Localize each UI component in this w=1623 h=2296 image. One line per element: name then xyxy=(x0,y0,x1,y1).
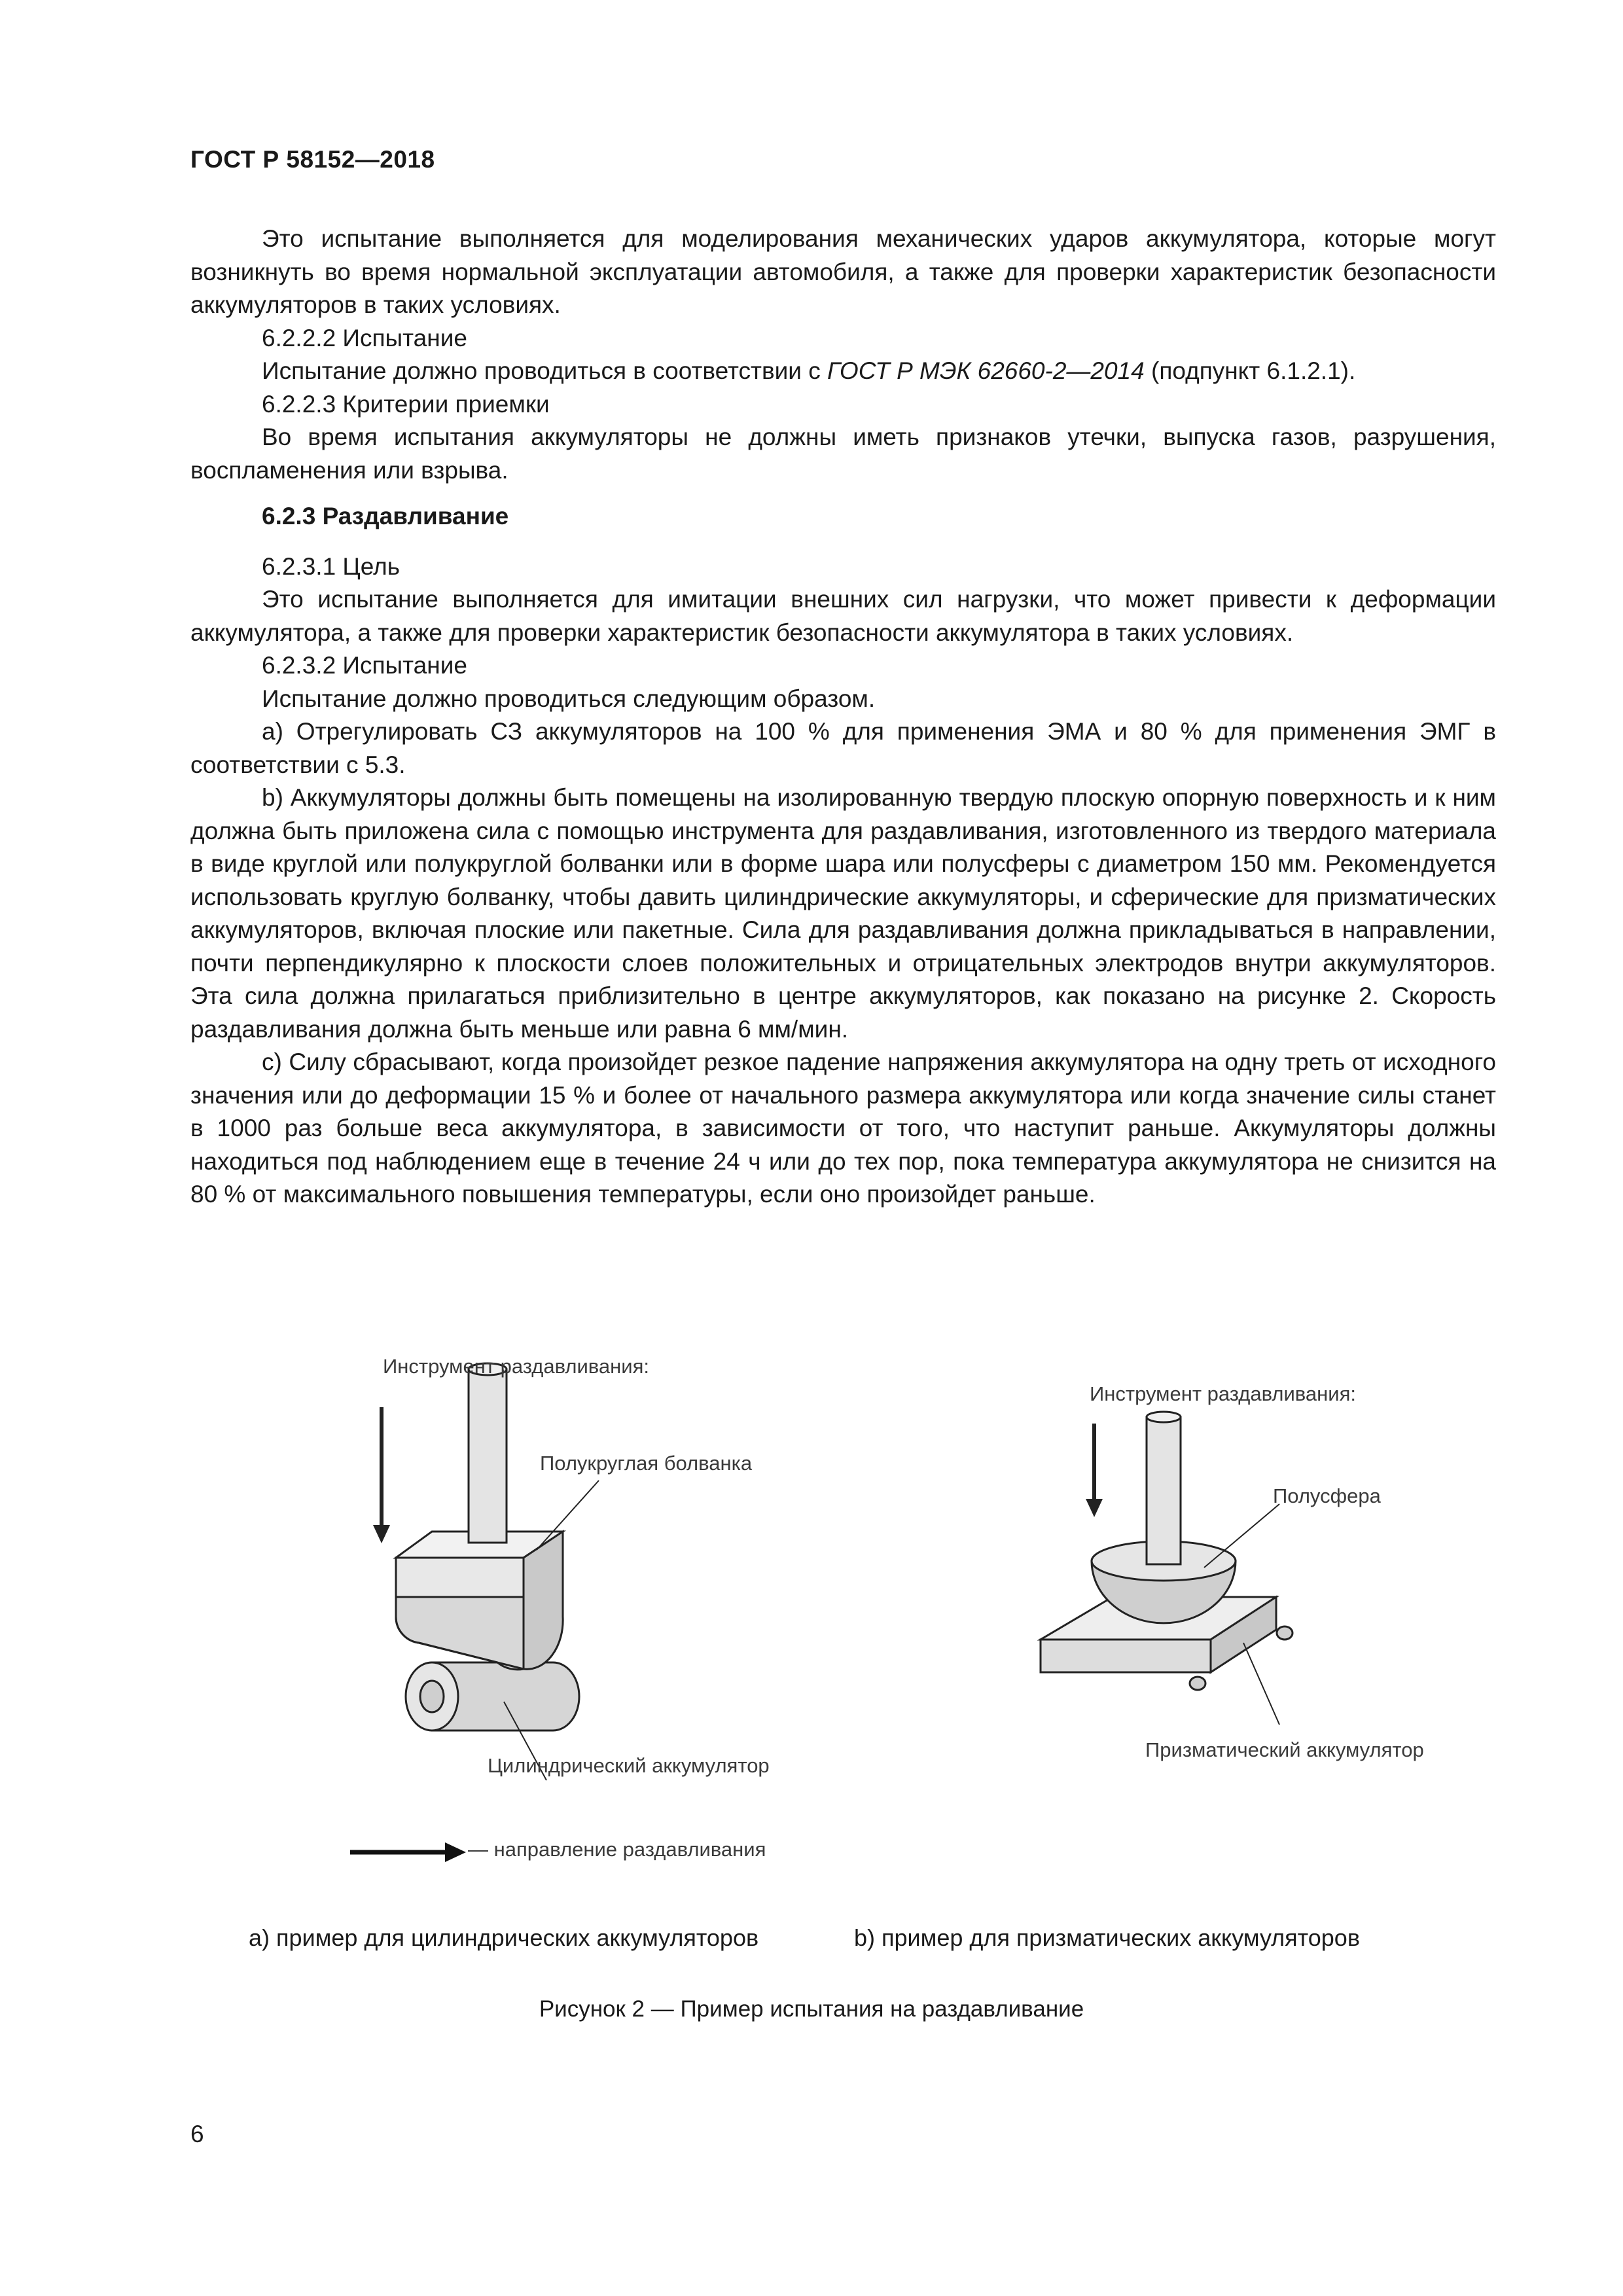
left-tool-label: Инструмент раздавливания: xyxy=(383,1355,649,1378)
paragraph-item-a: a) Отрегулировать СЗ аккумуляторов на 100 % для применения ЭМА и 80 % для применения ЭМГ в соответствии с 5.3. xyxy=(190,718,1496,778)
semicircular-bar-label: Полукруглая болванка xyxy=(540,1452,753,1475)
right-direction-arrow xyxy=(1086,1424,1103,1517)
right-tool-label: Инструмент раздавливания: xyxy=(1090,1382,1356,1405)
cylindrical-battery-label: Цилиндрический аккумулятор xyxy=(488,1754,770,1777)
hemisphere-leader-line xyxy=(1204,1504,1279,1568)
paragraph-test-reference xyxy=(190,355,1496,388)
legend-arrow xyxy=(350,1842,466,1862)
paragraph-crush-purpose: Это испытание выполняется для имитации внешних сил нагрузки, что может привести к деформации аккумулятора, а также для проверки характеристик безопасности аккумулятора в таких условиях. xyxy=(190,586,1496,646)
figure-caption: Рисунок 2 — Пример испытания на раздавливание xyxy=(539,1996,1084,2022)
heading-6-2-2-3: 6.2.2.3 Критерии приемки xyxy=(262,390,550,418)
right-push-rod xyxy=(1147,1412,1181,1564)
paragraph-item-c: c) Силу сбрасывают, когда произойдет резкое падение напряжения аккумулятора на одну треть от исходного значения или до деформации 15 % и более от начального размера аккумулятора или когда значение силы станет в 1000 раз больше веса аккумулятора, в зависимости от того, что наступит раньше. Аккумуляторы должны находиться под наблюдением еще в течение 24 ч или до тех пор, пока температура аккумулятора не снизится на 80 % от максимального повышения температуры, если оно произойдет раньше. xyxy=(190,1049,1496,1208)
section-6-2-3-title: 6.2.3 Раздавливание xyxy=(262,503,509,529)
heading-6-2-2-2: 6.2.2.2 Испытание xyxy=(262,324,467,351)
standard-header: ГОСТ Р 58152—2018 xyxy=(190,146,435,173)
paragraph-purpose: Это испытание выполняется для моделирования механических ударов аккумулятора, которые могут возникнуть во время нормальной эксплуатации автомобиля, а также для проверки характеристик безопасности аккумуляторов в таких условиях. xyxy=(190,225,1496,318)
cylindrical-battery-drawing xyxy=(406,1662,579,1731)
hemisphere-label: Полусфера xyxy=(1273,1484,1381,1507)
heading-6-2-3-2: 6.2.3.2 Испытание xyxy=(262,652,467,679)
reference-text-before: Испытание должно проводиться в соответствии с xyxy=(262,357,828,384)
paragraph-item-b: b) Аккумуляторы должны быть помещены на изолированную твердую плоскую опорную поверхность и к ним должна быть приложена сила с помощью инструмента для раздавливания, изготовленного из твердого материала в виде круглой или полукруглой болванки или в форме шара или полусферы с диаметром 150 мм. Рекомендуется использовать круглую болванку, чтобы давить цилиндрические аккумуляторы, и сферические для призматических аккумуляторов, включая плоские или пакетные. Сила для раздавливания должна прикладываться в направлении, почти перпендикулярно к плоскости слоев положительных и отрицательных электродов внутри аккумуляторов. Эта сила должна прилагаться приблизительно в центре аккумуляторов, как показано на рисунке 2. Скорость раздавливания должна быть меньше или равна 6 мм/мин. xyxy=(190,784,1496,1043)
heading-6-2-3-1: 6.2.3.1 Цель xyxy=(262,552,401,580)
figure-drawings xyxy=(0,1335,1623,2009)
page-number: 6 xyxy=(190,2121,204,2147)
paragraph-procedure-intro: Испытание должно проводиться следующим образом. xyxy=(262,685,876,712)
body-text xyxy=(190,223,1496,1211)
left-push-rod xyxy=(469,1363,507,1543)
reference-text-after: (подпункт 6.1.2.1). xyxy=(1144,357,1356,384)
right-subcaption: b) пример для призматических аккумуляторов xyxy=(854,1924,1360,1951)
prismatic-battery-label: Призматический аккумулятор xyxy=(1145,1738,1424,1761)
figure-2 xyxy=(0,1335,1623,2009)
semicircular-bar-drawing xyxy=(396,1532,563,1670)
direction-legend-label: — направление раздавливания xyxy=(468,1838,766,1861)
standard-reference: ГОСТ Р МЭК 62660-2—2014 xyxy=(827,357,1145,384)
prismatic-leader-line xyxy=(1243,1643,1279,1725)
bar-leader-line xyxy=(537,1480,599,1550)
left-subcaption: а) пример для цилиндрических аккумуляторов xyxy=(249,1924,759,1951)
left-direction-arrow xyxy=(373,1407,390,1543)
paragraph-acceptance: Во время испытания аккумуляторы не должны иметь признаков утечки, выпуска газов, разрушения, воспламенения или взрыва. xyxy=(190,423,1496,484)
